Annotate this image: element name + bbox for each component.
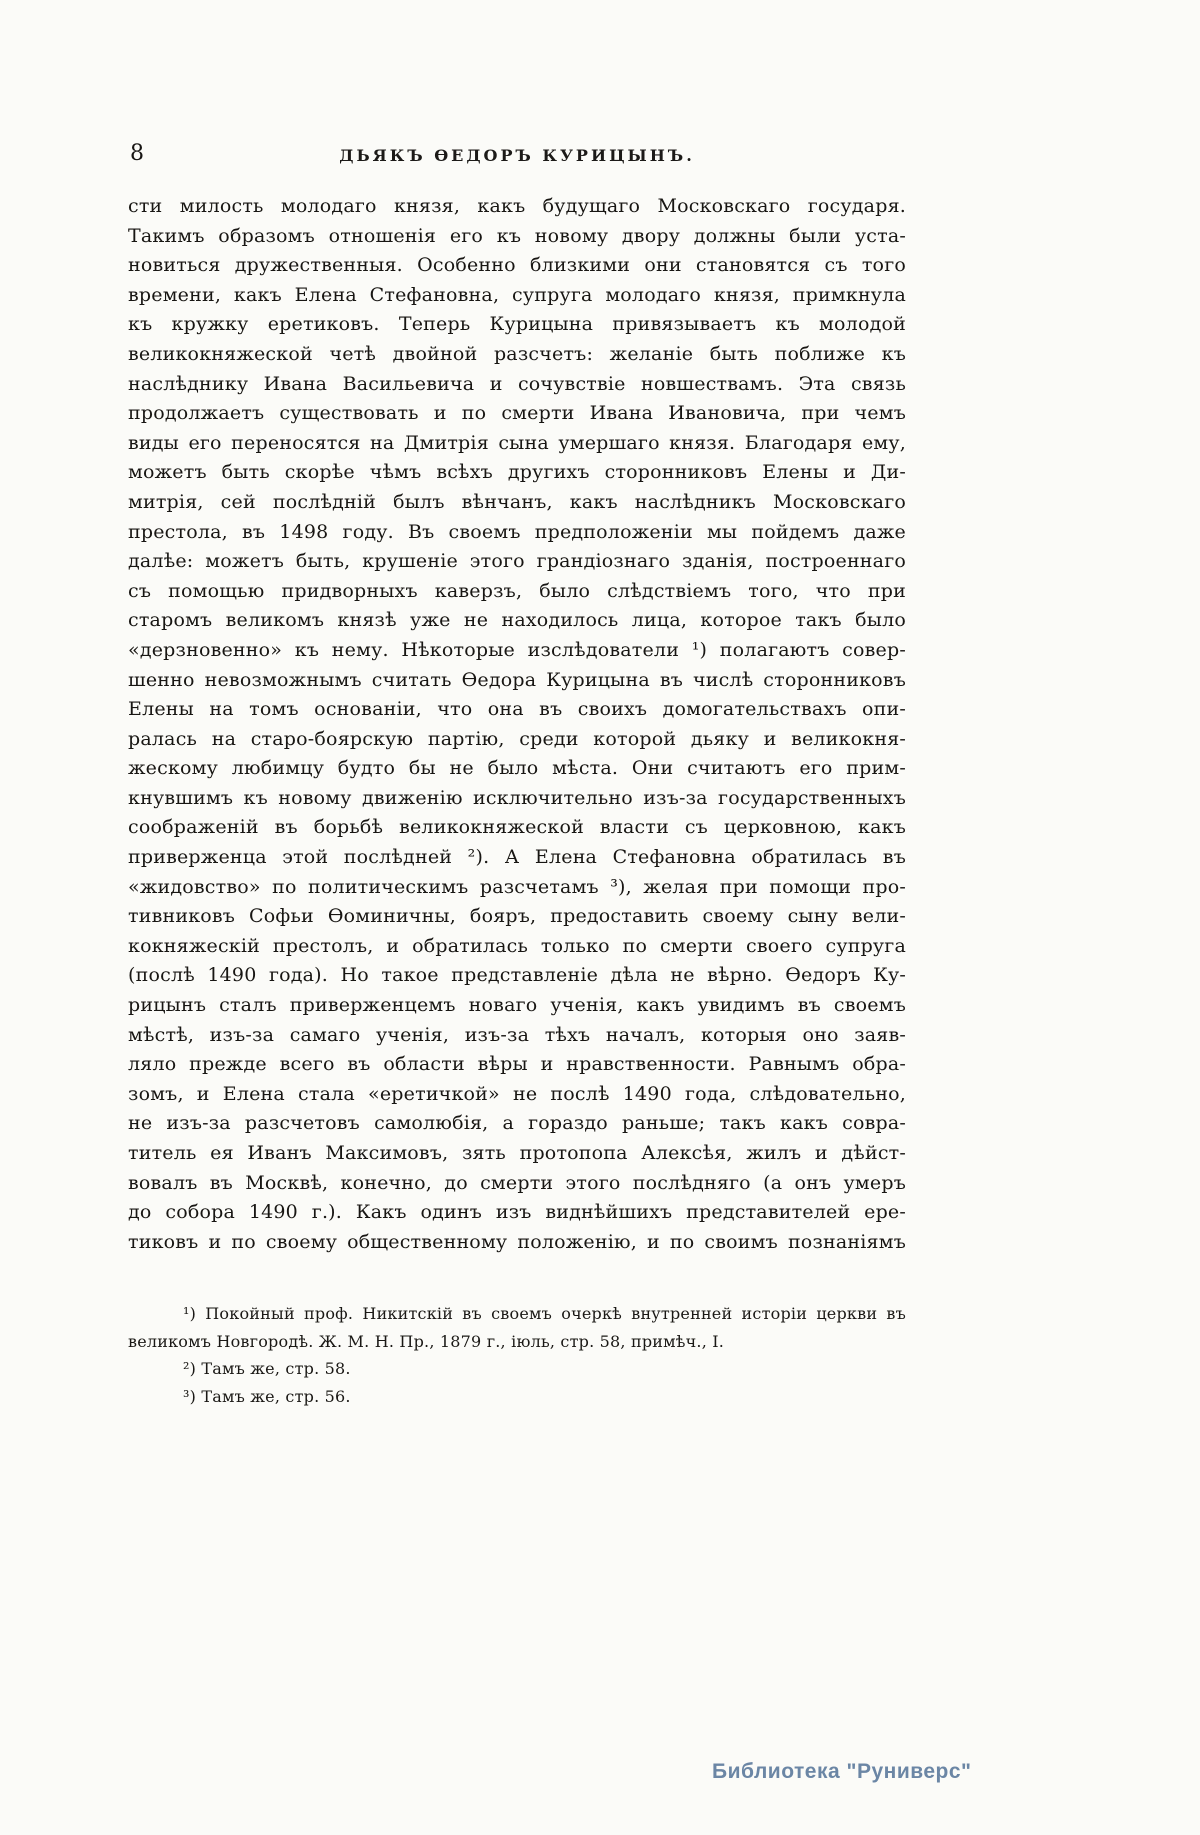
text-line: кнувшимъ къ новому движенію исключительно изъ-за государственныхъ (128, 786, 906, 809)
text-line: вовалъ въ Москвѣ, конечно, до смерти этого послѣдняго (а онъ умеръ (128, 1171, 906, 1194)
library-watermark: Библиотека "Руниверс" (712, 1760, 972, 1783)
text-line: (послѣ 1490 года). Но такое представленіе дѣла не вѣрно. Ѳедоръ Ку- (128, 964, 906, 987)
body-text (128, 192, 906, 1257)
text-line: приверженца этой послѣдней ²). А Елена Стефановна обратилась въ (128, 846, 906, 869)
text-line: новиться дружественныя. Особенно близкими они становятся съ того (128, 254, 906, 277)
text-line: виды его переносятся на Дмитрія сына умершаго князя. Благодаря ему, (128, 431, 906, 454)
text-line: не изъ-за разсчетовъ самолюбія, а гораздо раньше; такъ какъ совра- (128, 1112, 906, 1135)
text-line: далѣе: можетъ быть, крушеніе этого грандіознаго зданія, построеннаго (128, 550, 906, 573)
text-line: «дерзновенно» къ нему. Нѣкоторые изслѣдователи ¹) полагаютъ совер- (128, 638, 906, 661)
text-line: митрія, сей послѣдній былъ вѣнчанъ, какъ наслѣдникъ Московскаго (128, 490, 906, 513)
text-line: продолжаетъ существовать и по смерти Ивана Ивановича, при чемъ (128, 402, 906, 425)
text-line: мѣстѣ, изъ-за самаго ученія, изъ-за тѣхъ началъ, которыя оно заяв- (128, 1023, 906, 1046)
text-line: къ кружку еретиковъ. Теперь Курицына привязываетъ къ молодой (128, 313, 906, 336)
text-line: тиковъ и по своему общественному положенію, и по своимъ познаніямъ (128, 1230, 906, 1253)
footnotes (128, 1300, 906, 1410)
text-line: времени, какъ Елена Стефановна, супруга молодаго князя, примкнула (128, 283, 906, 306)
text-line: «жидовство» по политическимъ разсчетамъ ³), желая при помощи про- (128, 875, 906, 898)
text-line: съ помощью придворныхъ каверзъ, было слѣдствіемъ того, что при (128, 579, 906, 602)
text-line: престола, въ 1498 году. Въ своемъ предположеніи мы пойдемъ даже (128, 520, 906, 543)
text-line: Елены на томъ основаніи, что она въ своихъ домогательствахъ опи- (128, 698, 906, 721)
text-line: ляло прежде всего въ области вѣры и нравственности. Равнымъ обра- (128, 1053, 906, 1076)
text-line: до собора 1490 г.). Какъ одинъ изъ виднѣйшихъ представителей ере- (128, 1201, 906, 1224)
text-line: соображеній въ борьбѣ великокняжеской власти съ церковною, какъ (128, 816, 906, 839)
footnote-line: ¹) Покойный проф. Никитскій въ своемъ очеркѣ внутренней исторіи церкви въ (183, 1304, 906, 1323)
page-number: 8 (130, 141, 145, 166)
text-line: шенно невозможнымъ считать Ѳедора Курицына въ числѣ сторонниковъ (128, 668, 906, 691)
running-header: ДЬЯКЪ ѲЕДОРЪ КУРИЦЫНЪ. (339, 146, 695, 165)
text-line: зомъ, и Елена стала «еретичкой» не послѣ 1490 года, слѣдовательно, (128, 1082, 906, 1105)
text-line: Такимъ образомъ отношенія его къ новому двору должны были уста- (128, 224, 906, 247)
text-line: кокняжескій престолъ, и обратилась только по смерти своего супруга (128, 934, 906, 957)
text-line: титель ея Иванъ Максимовъ, зять протопопа Алексѣя, жилъ и дѣйст- (128, 1142, 906, 1164)
text-line: рицынъ сталъ приверженцемъ новаго ученія, какъ увидимъ въ своемъ (128, 994, 906, 1017)
footnote-line: великомъ Новгородѣ. Ж. М. Н. Пр., 1879 г., іюль, стр. 58, примѣч., I. (128, 1331, 725, 1351)
text-line: великокняжеской четѣ двойной разсчетъ: желаніе быть поближе къ (128, 342, 906, 365)
text-line: ралась на старо-боярскую партію, среди которой дьяку и великокня- (128, 727, 906, 750)
text-line: сти милость молодаго князя, какъ будущаго Московскаго государя. (128, 195, 906, 217)
footnote-line: ³) Тамъ же, стр. 56. (183, 1386, 351, 1406)
text-line: можетъ быть скорѣе чѣмъ всѣхъ другихъ сторонниковъ Елены и Ди- (128, 461, 906, 484)
text-line: жескому любимцу будто бы не было мѣста. Они считаютъ его прим- (128, 757, 906, 780)
text-line: старомъ великомъ князѣ уже не находилось лица, которое такъ было (128, 609, 906, 632)
text-line: наслѣднику Ивана Васильевича и сочувствіе новшествамъ. Эта связь (128, 372, 906, 395)
text-line: тивниковъ Софьи Ѳоминичны, бояръ, предоставить своему сыну вели- (128, 905, 906, 928)
footnote-line: ²) Тамъ же, стр. 58. (183, 1359, 351, 1378)
